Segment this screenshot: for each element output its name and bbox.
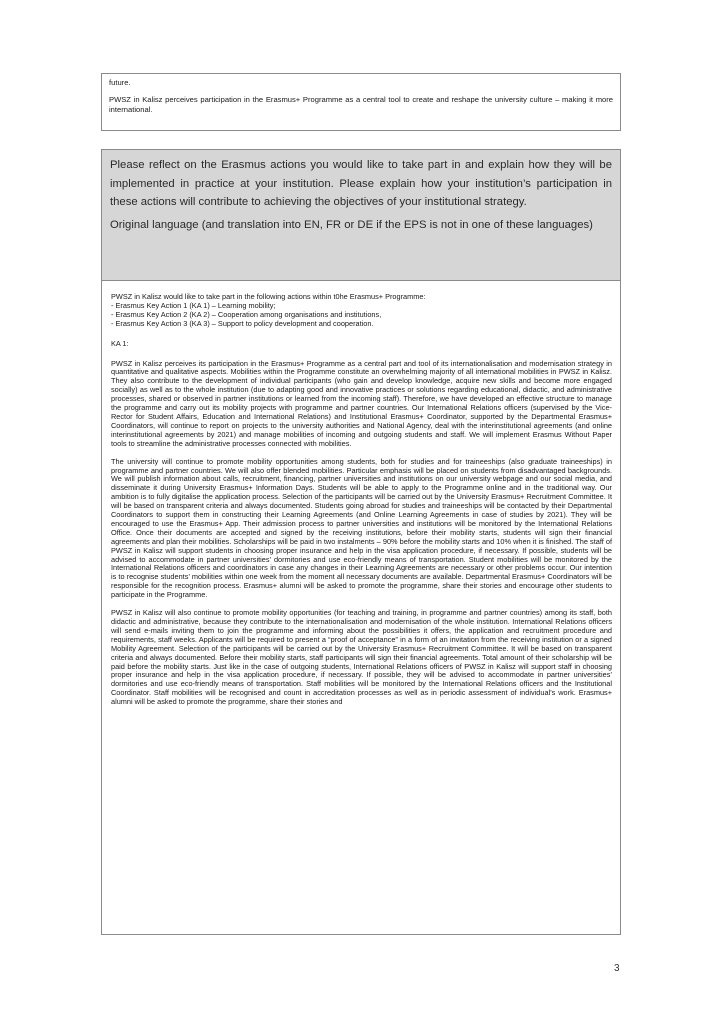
question-prompt — [102, 150, 620, 281]
continued-text: future. — [109, 78, 131, 87]
summary-paragraph: PWSZ in Kalisz perceives participation in the Erasmus+ Programme as a central tool to create and reshape the university culture – making it more international. — [109, 95, 613, 114]
action-item-ka1: - Erasmus Key Action 1 (KA 1) – Learning mobility; — [111, 300, 276, 310]
page-number: 3 — [614, 963, 620, 974]
paragraph-staff-mobility: PWSZ in Kalisz will also continue to promote mobility opportunities (for teaching and training, in programme and partner countries) among its staff, both didactic and administrative, because they contribute to the internationalisation and modernisation of the whole institution. International Relations officers will send e-mails inviting them to join the programme and informing about the possibilities it offers, the application and recruitment procedure and requirements, staff weeks. Applicants will be required to present a “proof of acceptance” in a form of an invitation from the receiving institution or a signed Mobility Agreement. Selection of the participants will be carried out by the University Erasmus+ Recruitment Committee. It will be based on transparent criteria and always documented. Before their mobility starts, staff participants will sign their financial agreements. Total amount of their scholarship will be paid before the mobility starts. Just like in the case of outgoing students, International Relations officers of PWSZ in Kalisz will support staff in choosing proper insurance and help in the visa application procedure, if necessary. If possible, they will be advised to accommodate in partner universities’ dormitories and use eco-friendly means of transportation. Staff mobilities will be monitored by the International Relations officers and the Institutional Coordinator. Staff mobilities will be recognised and count in accreditation processes as well as in periodic assessment of individual’s work. Erasmus+ alumni will be asked to promote the programme, share their stories and — [111, 608, 612, 707]
paragraph-strategy: PWSZ in Kalisz perceives its participation in the Erasmus+ Programme as a central part and tool of its internationalisation and modernisation strategy in quantitative and qualitative aspects. Mobilities within the Programme constitute an overwhelming majority of all international mobilities in PWSZ in Kalisz. They also contribute to the development of individual participants (who gain and develop knowledge, acquire new skills and become more engaged socially) as well as to the whole institution (due to adapting good and innovative practices or solutions regarding educational, didactic, and administrative processes, shared or observed in partner institutions or learned from the incoming staff). Therefore, we have developed an effective structure to manage the programme and carry out its mobility projects with programme and partner countries. Our International Relations officers (supervised by the Vice-Rector for Student Affairs, Education and International Relations) and Institutional Erasmus+ Coordinator, supported by the Departmental Erasmus+ Coordinators, will continue to report on projects to the university authorities and National Agency, deal with the interinstitutional agreements (and online interinstitutional agreements by 2021) and manage mobilities of incoming and outgoing students and staff. We will implement Erasmus Without Paper tools to streamline the administrative processes connected with mobilities. — [111, 358, 612, 448]
question-text: Please reflect on the Erasmus actions you would like to take part in and explain how they will be implemented in practice at your institution. Please explain how your institution’s participation in these actions will contribute to achieving the objectives of your institutional strategy. — [110, 159, 612, 208]
previous-answer-box — [101, 73, 621, 131]
action-item-ka3: - Erasmus Key Action 3 (KA 3) – Support to policy development and cooperation. — [111, 318, 374, 328]
language-note: Original language (and translation into EN, FR or DE if the EPS is not in one of these languages) — [110, 218, 593, 231]
action-item-ka2: - Erasmus Key Action 2 (KA 2) – Cooperation among organisations and institutions, — [111, 309, 382, 319]
paragraph-student-mobility: The university will continue to promote mobility opportunities among students, both for studies and for traineeships (also graduate traineeships) in programme and partner countries. We will also offer blended mobilities. Particular emphasis will be placed on students from disadvantaged backgrounds. We will publish information about calls, recruitment, financing, partner universities and institutions on our university webpage and our social media, and disseminate it during University Erasmus+ Information Days. Students will be able to apply to the Programme online and in the traditional way. Our ambition is to fully digitalise the application process. Selection of the participants will be carried out by the University Erasmus+ Recruitment Committee. It will be based on transparent criteria and always documented. Students going abroad for studies and traineeships will be contacted by their Departmental Coordinators to support them in constructing their Learning Agreements (and Online Learning Agreements in case of studies by 2021). They will be encouraged to use the Erasmus+ App. Their admission process to partner universities and institutions will be monitored by the International Relations Office. Once their documents are accepted and signed by the receiving institutions, before their mobility starts, students will sign their financial agreements and plan their mobilities. Scholarships will be paid in two instalments – 90% before the mobility starts and 10% when it is finished. The staff of PWSZ in Kalisz will support students in choosing proper insurance and help in the visa application procedure, if necessary. If possible, students will be advised to accommodate in partner universities’ dormitories and use eco-friendly means of transportation. Student mobilities will be monitored by the International Relations officers and coordinators in case any changes in their Learning Agreements are necessary or other problems occur. Our intention is to recognise students’ mobilities within one week from the moment all necessary documents are available. Departmental Erasmus+ Coordinators will be responsible for the recognition process. Erasmus+ alumni will be asked to promote the programme, share their stories and encourage other students to participate in the Programme. — [111, 456, 612, 600]
answer-intro: PWSZ in Kalisz would like to take part in the following actions within t0he Erasmus+ Programme: — [111, 292, 426, 301]
ka1-heading: KA 1: — [111, 338, 129, 348]
question-answer-box — [101, 149, 621, 935]
answer-body — [102, 281, 620, 707]
